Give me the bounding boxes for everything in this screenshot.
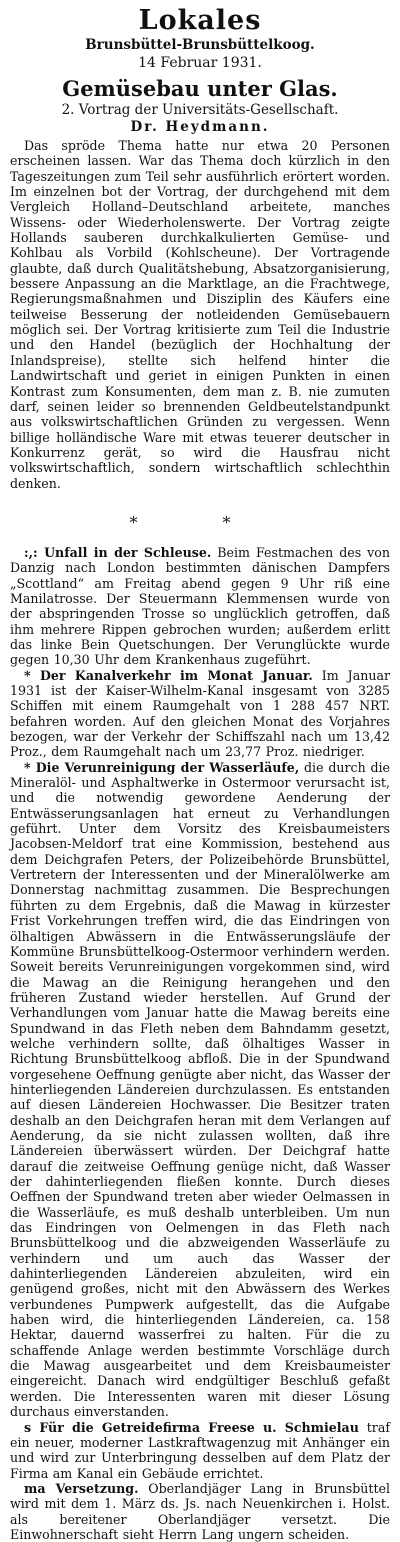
notice-unfall	[10, 545, 390, 668]
article-headline: Gemüsebau unter Glas.	[62, 76, 338, 101]
section-separator: * *	[129, 512, 271, 532]
article-author: Dr. Heydmann.	[130, 119, 270, 135]
notice-verunreinigung	[10, 760, 390, 1420]
notice-kanalverkehr	[10, 668, 390, 760]
notice-text: die durch die Mineralöl- und Asphaltwerke in Ostermoor verursacht ist, und die notwendig gewordene Aenderung der Entwässerungsanlagen hat erneut zu Verhandlungen geführt. Unter dem Vorsitz des Kreisbaumeisters Jacobsen-Meldorf trat eine Kommission, bestehend aus dem Deichgrafen Peters, der Polizeibehörde Brunsbüttel, Vertretern der Interessenten und der Mineralölwerke am Donnerstag nachmittag zusammen. Die Besprechungen führten zu dem Ergebnis, daß die Mawag in kürzester Frist Vorkehrungen treffen wird, die das Eindringen von ölhaltigen Abwässern in die Entwässerungsläufe der Kommüne Brunsbüttelkoog-Ostermoor verhindern werden. Soweit bereits Verunreinigungen vorgekommen sind, wird die Mawag an die Reinigung herangehen und den früheren Zustand wieder herstellen. Auf Grund der Verhandlungen vom Januar hatte die Mawag bereits eine Spundwand in das Fleth neben dem Bahndamm gesetzt, welche verhindern sollte, daß ölhaltiges Wasser in Richtung Brunsbüttelkoog abfloß. Die in der Spundwand vorgesehene Oeffnung genügte aber nicht, das Wasser der hinterliegenden Ländereien durchzulassen. Es entstanden auf diesen Ländereien Hochwasser. Die Besitzer traten deshalb an den Deichgrafen heran mit dem Verlangen auf Aenderung, da sie nicht zulassen wollten, daß ihre Ländereien überwässert würden. Der Deichgraf hatte darauf die zeitweise Oeffnung genüge nicht, daß Wasser der dahinterliegenden fließen konnte. Durch dieses Oeffnen der Spundwand treten aber wieder Oelmassen in die Wasserläufe, es muß deshalb unterbleiben. Um nun das Eindringen von Oelmengen in das Fleth nach Brunsbüttelkoog und die abzweigenden Wasserläufe zu verhindern und um auch das Wasser der dahinterliegenden Ländereien abzuleiten, wird ein genügend großes, nicht mit den Abwässern des Werkes verbundenes Pumpwerk aufgestellt, das die Aufgabe haben wird, die hinterliegenden Ländereien, ca. 158 Hektar, dauernd wasserfrei zu halten. Für die zu schaffende Anlage werden bestimmte Vorschläge durch die Mawag ausgearbeitet und dem Kreisbaumeister eingereicht. Danach wird endgültiger Beschluß gefaßt werden. Die Interessenten waren mit dieser Lösung durchaus einverstanden.	[10, 759, 390, 1420]
notice-lead: * Die Verunreinigung der Wasserläufe,	[24, 759, 300, 775]
issue-date: 14 Februar 1931.	[138, 55, 262, 71]
section-masthead: Lokales	[138, 5, 262, 36]
article-body: Das spröde Thema hatte nur etwa 20 Personen erscheinen lassen. War das Thema doch kürzlich in den Tageszeitungen zum Teil sehr ausführlich erörtert worden. Im einzelnen bot der Vortrag, der durchgehend mit dem Vergleich Holland–Deutschland arbeitete, manches Wissens- oder Wiederholenswerte. Der Vortrag zeigte Hollands sauberen durchkalkulierten Gemüse- und Kohlbau als Vorbild (Kohlscheune). Der Vortragende glaubte, daß durch Qualitätshebung, Absatzorganisierung, bessere Anpassung an die Marktlage, an die Frachtwege, Regierungsmaßnahmen und Disziplin des Käufers eine teilweise Besserung der notleidenden Gemüsebauern möglich sei. Der Vortrag kritisierte zum Teil die Industrie und den Handel (bezüglich der Hochhaltung der Inlandspreise), stellte sich helfend hinter die Landwirtschaft und geriet in einigen Punkten in einen Kontrast zum Konsumenten, dem man z. B. nie zumuten darf, seinen leider so brennenden Geldbeutelstandpunkt aus volkswirtschaftlichen Gründen zu vergessen. Wenn billige holländische Ware mit etwas teuerer deutscher in Konkurrenz gerät, so wird die Hausfrau nicht volkswirtschaftlich, sondern wirtschaftlich schlechthin denken.	[10, 138, 390, 491]
notice-versetzung	[10, 1481, 390, 1542]
notice-text: Beim Festmachen des von Danzig nach London bestimmten dänischen Dampfers „Scottland“ am Freitag abend gegen 9 Uhr riß eine Manilatrosse. Der Steuermann Klemmensen wurde von der abspringenden Trosse so unglücklich getroffen, daß ihm mehrere Rippen gebrochen wurden; außerdem erlitt das linke Bein Quetschungen. Der Verunglückte wurde gegen 10,30 Uhr dem Krankenhaus zugeführt.	[10, 544, 390, 668]
notice-text: Oberlandjäger Lang in Brunsbüttel wird mit dem 1. März ds. Js. nach Neuenkirchen i. Holst. als bereitener Oberlandjäger versetzt. Die Einwohnerschaft sieht Herrn Lang ungern scheiden.	[10, 1480, 390, 1542]
notice-lead: s Für die Getreidefirma Freese u. Schmielau	[24, 1419, 359, 1435]
notice-getreidefirma	[10, 1420, 390, 1481]
notice-text: traf ein neuer, moderner Lastkraftwagenzug mit Anhänger ein und wird zur Unterbringung desselben auf dem Platz der Firma am Kanal ein Gebäude errichtet.	[10, 1419, 390, 1481]
article-subline: 2. Vortrag der Universitäts-Gesellschaft.	[61, 102, 339, 118]
notices-list	[10, 545, 390, 1542]
notice-lead: :,: Unfall in der Schleuse.	[24, 544, 212, 560]
notice-lead: ma Versetzung.	[24, 1480, 139, 1496]
notice-lead: * Der Kanalverkehr im Monat Januar.	[24, 667, 313, 683]
notice-text: Im Januar 1931 ist der Kaiser-Wilhelm-Kanal insgesamt von 3285 Schiffen mit einem Raumgehalt von 1 288 457 NRT. befahren worden. Auf den gleichen Monat des Vorjahres bezogen, war der Verkehr der Schiffszahl nach um 13,42 Proz., dem Raumgehalt nach um 23,77 Proz. niedriger.	[10, 667, 390, 760]
article-gemuesebau	[10, 76, 390, 491]
dateline: Brunsbüttel-Brunsbüttelkoog.	[85, 37, 315, 53]
